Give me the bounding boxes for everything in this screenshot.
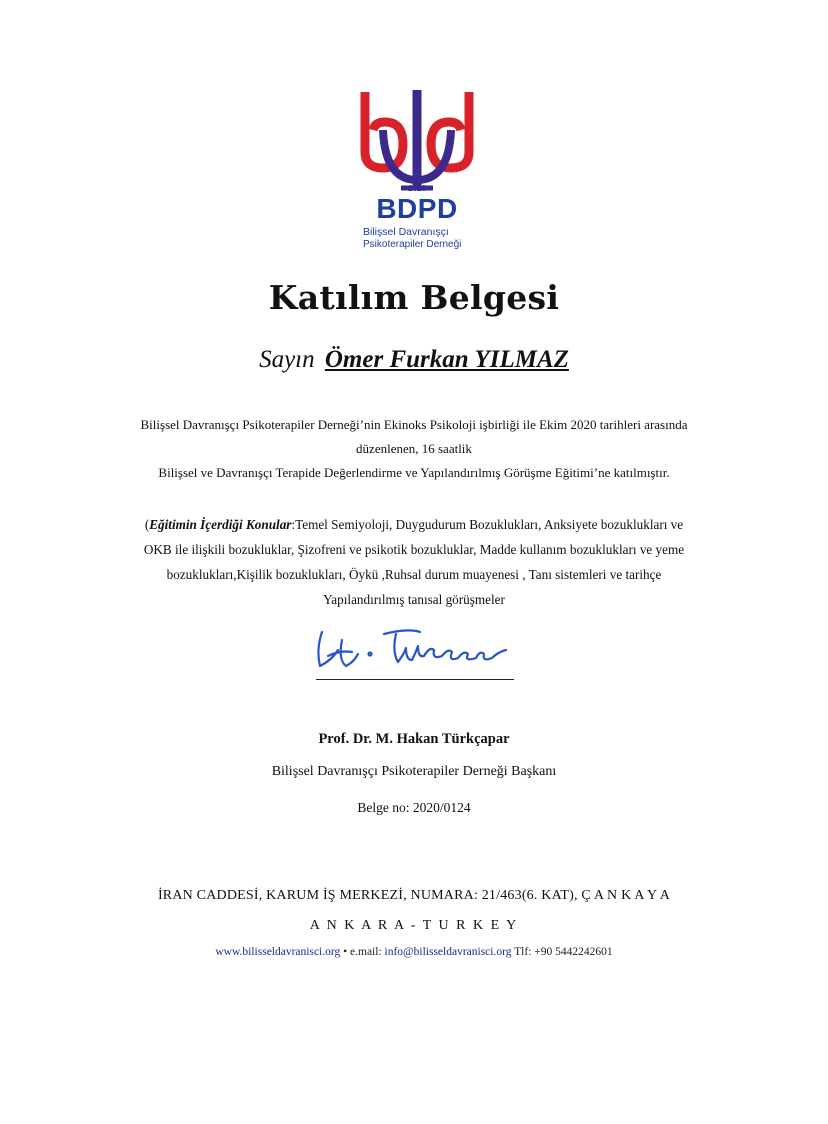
email-link[interactable]: info@bilisseldavranisci.org	[384, 946, 512, 958]
paragraph-line: düzenlenen, 16 saatlik	[356, 441, 472, 456]
signer-name: Prof. Dr. M. Hakan Türkçapar	[318, 731, 510, 747]
address-line-2: A N K A R A - T U R K E Y	[309, 918, 519, 933]
handwritten-signature	[312, 620, 522, 680]
paragraph-line: Bilişsel Davranışçı Psikoterapiler Derneği’nin Ekinoks Psikoloji işbirliği ile Ekim 2020 tarihleri arasında	[140, 417, 688, 432]
signer-title: Bilişsel Davranışçı Psikoterapiler Derneği Başkanı	[271, 764, 557, 779]
address-line-1: İRAN CADDESİ, KARUM İŞ MERKEZİ, NUMARA: 21/463(6. KAT), Ç A N K A Y A	[157, 888, 671, 903]
certificate-title: Katılım Belgesi	[268, 278, 560, 317]
document-number: Belge no: 2020/0124	[357, 800, 471, 815]
signature-line	[316, 679, 514, 680]
recipient-line	[0, 346, 828, 374]
logo-line2: Psikoterapiler Derneği	[363, 239, 462, 250]
salutation: Sayın	[259, 346, 315, 373]
paragraph-line: Bilişsel ve Davranışçı Terapide Değerlendirme ve Yapılandırılmış Görüşme Eğitimi’ne katılmıştır.	[158, 465, 670, 480]
bdpd-logo	[355, 86, 479, 256]
phone-text: Tlf: +90 5442242601	[511, 946, 613, 958]
topics-paragraph	[0, 512, 828, 612]
contact-line	[0, 946, 828, 958]
topics-line: OKB ile ilişkili bozukluklar, Şizofreni ve psikotik bozukluklar, Madde kullanım bozuklukları ve yeme	[143, 542, 685, 557]
participation-paragraph	[0, 413, 828, 485]
logo-year: 2010	[408, 184, 426, 193]
topics-text: :Temel Semiyoloji, Duygudurum Bozuklukları, Anksiyete bozuklukları ve	[291, 517, 684, 532]
signature-image	[312, 620, 522, 680]
topics-label: Eğitimin İçerdiği Konular	[149, 517, 292, 532]
topics-open-paren: (	[144, 517, 150, 532]
recipient-name: Ömer Furkan YILMAZ	[324, 346, 569, 373]
topics-line: bozuklukları,Kişilik bozuklukları, Öykü ,Ruhsal durum muayenesi , Tanı sistemleri ve tarihçe	[166, 567, 662, 582]
logo-abbr: BDPD	[376, 193, 458, 224]
website-link[interactable]: www.bilisseldavranisci.org	[215, 946, 341, 958]
topics-line	[0, 512, 828, 537]
logo-line1: Bilişsel Davranışçı	[363, 226, 449, 238]
email-label: • e.mail:	[340, 946, 385, 958]
topics-line: Yapılandırılmış tanısal görüşmeler	[323, 592, 505, 607]
